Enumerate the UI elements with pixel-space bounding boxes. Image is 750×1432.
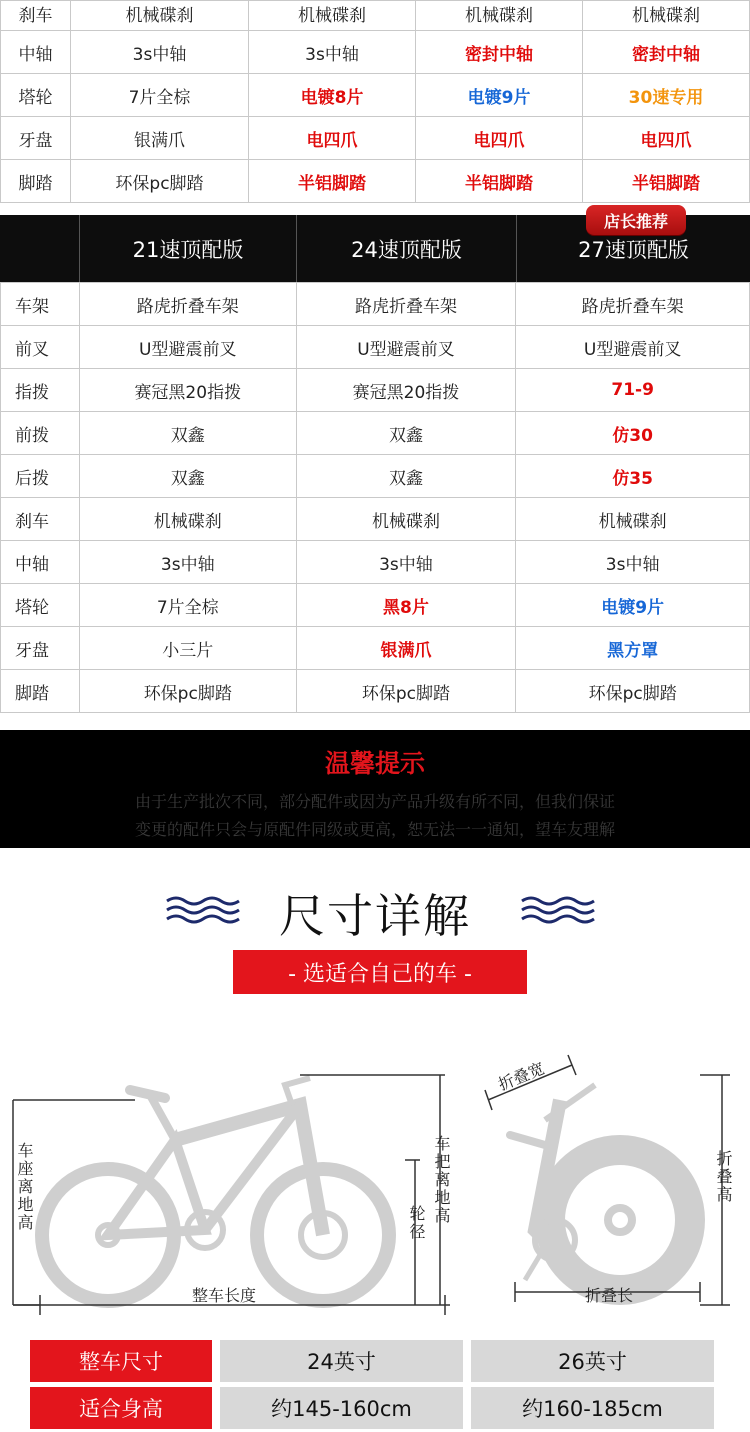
table-cell: 密封中轴 — [583, 31, 750, 74]
size-row-frame-key: 整车尺寸 — [30, 1340, 212, 1382]
row-label: 塔轮 — [1, 74, 71, 117]
table-cell: 3s中轴 — [296, 541, 516, 584]
row-label: 脚踏 — [1, 670, 80, 713]
table-cell: 71-9 — [516, 369, 750, 412]
table-row — [1, 31, 750, 74]
header-24-speed: 24速顶配版 — [351, 237, 462, 262]
table-cell: 赛冠黑20指拨 — [296, 369, 516, 412]
label-wheel-diameter: 轮径 — [407, 1205, 426, 1241]
table-cell: 机械碟刹 — [296, 498, 516, 541]
row-label: 刹车 — [1, 498, 80, 541]
notice-title: 温馨提示 — [324, 749, 425, 778]
table-cell: 3s中轴 — [249, 31, 416, 74]
label-fold-width: 折叠宽 — [495, 1058, 548, 1095]
size-row-frame — [30, 1340, 714, 1382]
table-cell: 3s中轴 — [71, 31, 249, 74]
table-cell: U型避震前叉 — [79, 326, 296, 369]
table-cell: 3s中轴 — [79, 541, 296, 584]
table-row — [1, 584, 750, 627]
table-cell: 仿35 — [516, 455, 750, 498]
table-row — [1, 670, 750, 713]
size-subtitle: - 选适合自己的车 - — [233, 950, 527, 994]
wave-decoration-right-icon — [520, 895, 596, 925]
table-cell: 电四爪 — [249, 117, 416, 160]
row-label: 刹车 — [1, 1, 71, 31]
table-row — [1, 627, 750, 670]
table-cell: 环保pc脚踏 — [516, 670, 750, 713]
table-cell: 密封中轴 — [416, 31, 583, 74]
table-cell: 机械碟刹 — [416, 1, 583, 31]
table-cell: 30速专用 — [583, 74, 750, 117]
notice-text — [0, 788, 750, 844]
label-fold-height: 折叠高 — [714, 1150, 733, 1204]
table-cell: 双鑫 — [296, 455, 516, 498]
table-cell: 电镀9片 — [516, 584, 750, 627]
table-cell: 电四爪 — [416, 117, 583, 160]
bicycle-dimension-illustration — [0, 1040, 750, 1330]
table-cell: 环保pc脚踏 — [79, 670, 296, 713]
table-cell: 机械碟刹 — [516, 498, 750, 541]
row-label: 后拨 — [1, 455, 80, 498]
table-row — [1, 326, 750, 369]
table-cell: 电镀9片 — [416, 74, 583, 117]
table-row — [1, 117, 750, 160]
row-label: 前叉 — [1, 326, 80, 369]
label-total-length: 整车长度 — [192, 1286, 257, 1305]
height-range-24: 约145-160cm — [220, 1387, 463, 1429]
table-cell: 路虎折叠车架 — [296, 283, 516, 326]
table-cell: 仿30 — [516, 412, 750, 455]
notice-line-1: 由于生产批次不同，部分配件或因为产品升级有所不同，但我们保证 — [134, 792, 615, 811]
table-row — [1, 369, 750, 412]
header-27-speed: 27速顶配版 — [578, 237, 689, 262]
table-cell: 黑8片 — [296, 584, 516, 627]
label-fold-length: 折叠长 — [585, 1286, 634, 1305]
table-cell: 7片全棕 — [71, 74, 249, 117]
table-cell: 电镀8片 — [249, 74, 416, 117]
table-row — [1, 160, 750, 203]
table-cell: 路虎折叠车架 — [79, 283, 296, 326]
table-cell: 银满爪 — [296, 627, 516, 670]
spec-table-top — [0, 0, 750, 203]
table-row — [1, 74, 750, 117]
table-cell: 半铝脚踏 — [249, 160, 416, 203]
table-cell: 双鑫 — [79, 412, 296, 455]
table-cell: 赛冠黑20指拨 — [79, 369, 296, 412]
table-cell: 机械碟刹 — [249, 1, 416, 31]
table-row — [1, 412, 750, 455]
size-row-height-key: 适合身高 — [30, 1387, 212, 1429]
table-cell: 环保pc脚踏 — [71, 160, 249, 203]
table-row — [1, 541, 750, 584]
table-cell: 半铝脚踏 — [583, 160, 750, 203]
row-label: 车架 — [1, 283, 80, 326]
label-bar-height: 车把离地高 — [432, 1135, 451, 1225]
size-section-title: 尺寸详解 — [279, 889, 471, 943]
table-row — [1, 1, 750, 31]
table-cell: 机械碟刹 — [71, 1, 249, 31]
size-24-inch: 24英寸 — [220, 1340, 463, 1382]
row-label: 脚踏 — [1, 160, 71, 203]
table-cell: 半铝脚踏 — [416, 160, 583, 203]
table-cell: 双鑫 — [296, 412, 516, 455]
notice-line-2: 变更的配件只会与原配件同级或更高，恕无法一一通知，望车友理解 — [134, 820, 615, 839]
height-range-26: 约160-185cm — [471, 1387, 714, 1429]
row-label: 塔轮 — [1, 584, 80, 627]
row-label: 牙盘 — [1, 117, 71, 160]
table-row — [1, 283, 750, 326]
row-label: 中轴 — [1, 541, 80, 584]
size-26-inch: 26英寸 — [471, 1340, 714, 1382]
table-cell: 机械碟刹 — [583, 1, 750, 31]
table-row — [1, 455, 750, 498]
table-row — [1, 498, 750, 541]
table-cell: 3s中轴 — [516, 541, 750, 584]
label-seat-height: 车座离地高 — [15, 1142, 34, 1232]
notice-banner — [0, 730, 750, 848]
row-label: 牙盘 — [1, 627, 80, 670]
table-cell: 7片全棕 — [79, 584, 296, 627]
row-label: 指拨 — [1, 369, 80, 412]
table-cell: U型避震前叉 — [296, 326, 516, 369]
row-label: 中轴 — [1, 31, 71, 74]
header-21-speed: 21速顶配版 — [132, 237, 244, 262]
table-cell: 机械碟刹 — [79, 498, 296, 541]
table-cell: 银满爪 — [71, 117, 249, 160]
table-cell: 路虎折叠车架 — [516, 283, 750, 326]
size-row-height — [30, 1387, 714, 1429]
size-diagram — [0, 1040, 750, 1330]
table-cell: U型避震前叉 — [516, 326, 750, 369]
table-cell: 电四爪 — [583, 117, 750, 160]
table-cell: 小三片 — [79, 627, 296, 670]
store-recommend-badge: 店长推荐 — [586, 205, 686, 235]
table-cell: 双鑫 — [79, 455, 296, 498]
row-label: 前拨 — [1, 412, 80, 455]
table-cell: 黑方罩 — [516, 627, 750, 670]
spec-table-main — [0, 282, 750, 713]
table-cell: 环保pc脚踏 — [296, 670, 516, 713]
